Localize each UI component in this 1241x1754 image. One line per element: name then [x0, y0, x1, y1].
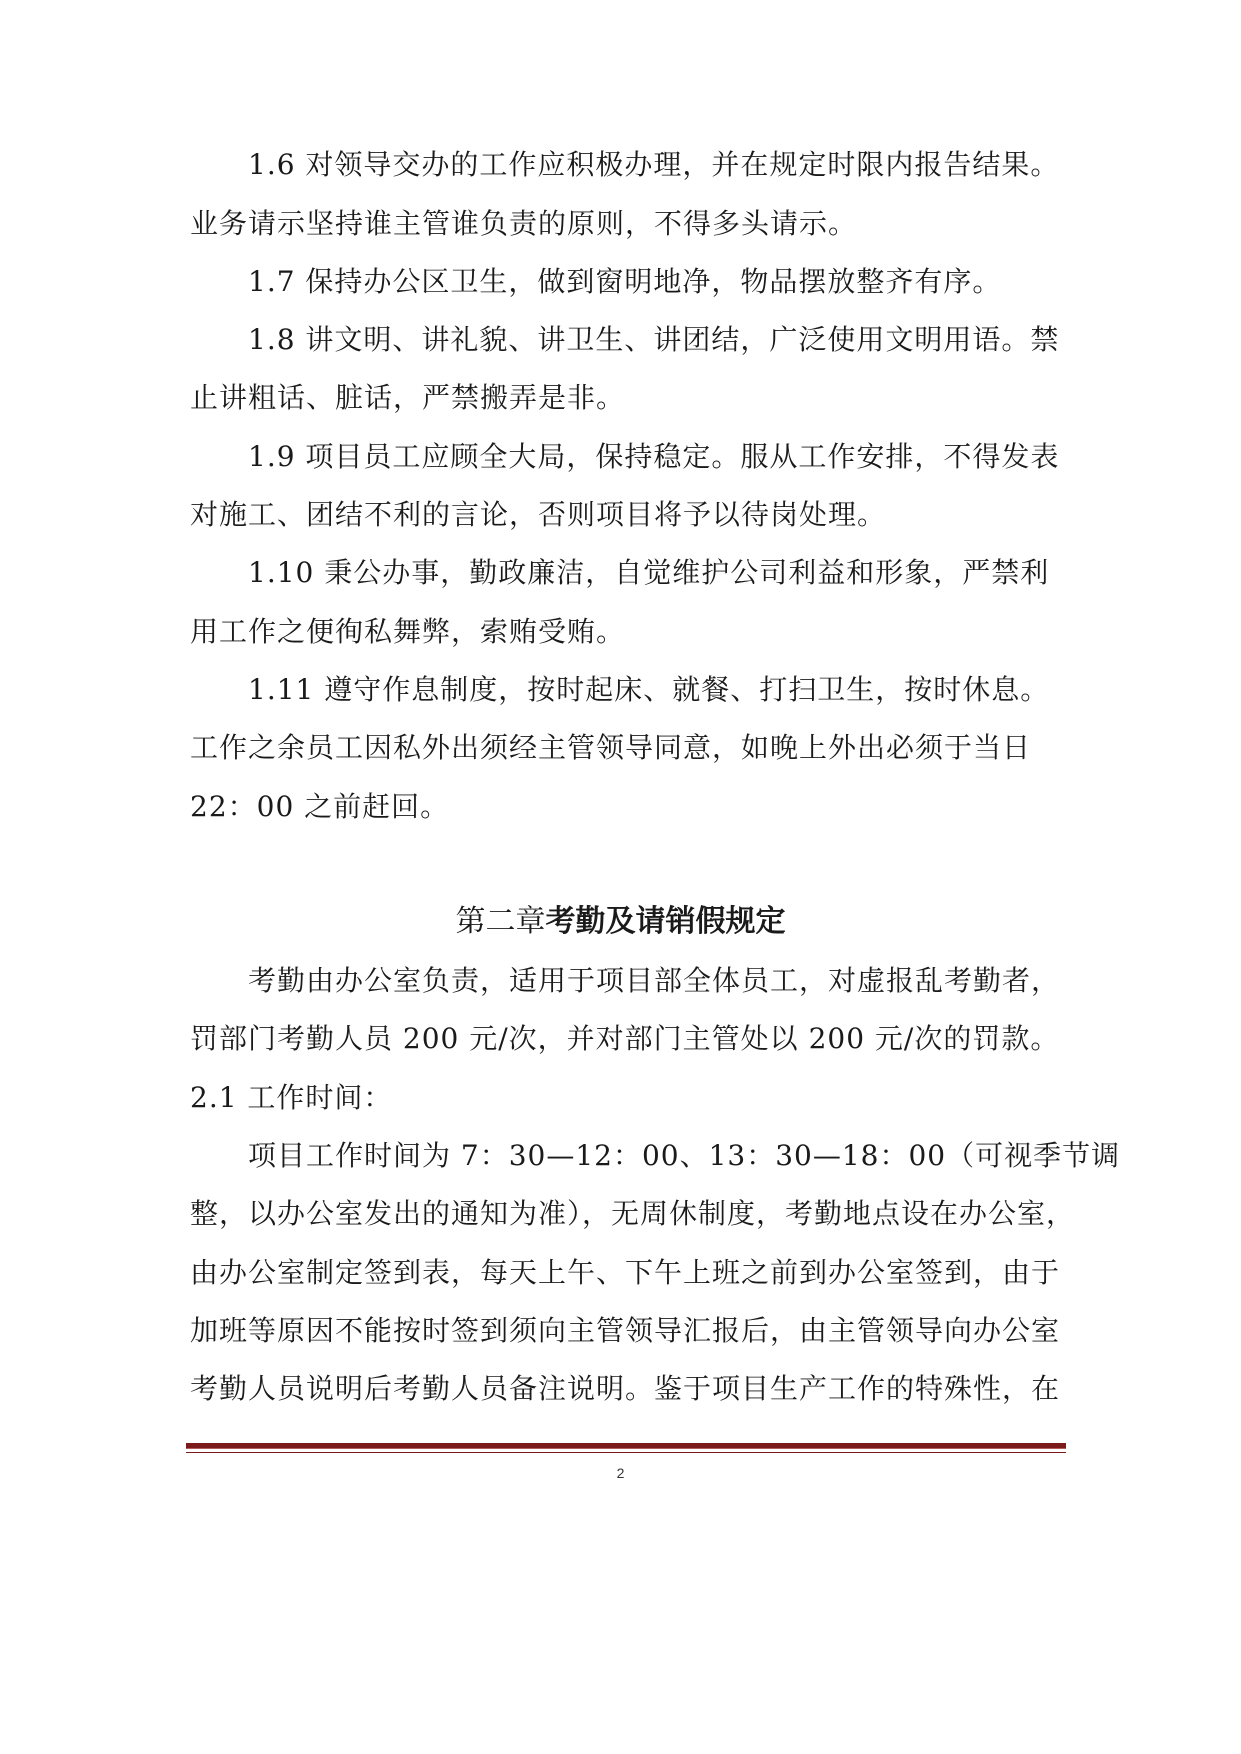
text-line: 1.7 保持办公区卫生，做到窗明地净，物品摆放整齐有序。 — [248, 265, 1002, 298]
text-line: 1.9 项目员工应顾全大局，保持稳定。服从工作安排，不得发表 — [248, 440, 1060, 473]
footer-divider-thin — [186, 1452, 1066, 1453]
chapter-prefix: 第二章 — [455, 904, 546, 939]
chapter-title: 考勤及请销假规定 — [545, 904, 786, 939]
text-line: 整，以办公室发出的通知为准），无周休制度，考勤地点设在办公室， — [190, 1197, 1076, 1230]
text-line: 用工作之便徇私舞弊，索贿受贿。 — [190, 615, 626, 648]
text-line: 22：00 之前赶回。 — [190, 790, 450, 823]
chapter-heading — [0, 900, 1241, 944]
text-line: 止讲粗话、脏话，严禁搬弄是非。 — [190, 381, 626, 414]
text-line: 项目工作时间为 7：30—12：00、13：30—18：00（可视季节调 — [248, 1139, 1121, 1172]
text-line: 工作之余员工因私外出须经主管领导同意，如晚上外出必须于当日 — [190, 731, 1032, 764]
text-line: 1.11 遵守作息制度，按时起床、就餐、打扫卫生，按时休息。 — [248, 673, 1050, 706]
text-line: 考勤由办公室负责，适用于项目部全体员工，对虚报乱考勤者， — [248, 964, 1061, 997]
text-line: 1.6 对领导交办的工作应积极办理，并在规定时限内报告结果。 — [248, 148, 1060, 181]
text-line: 罚部门考勤人员 200 元/次，并对部门主管处以 200 元/次的罚款。 — [190, 1022, 1060, 1055]
text-line: 对施工、团结不利的言论，否则项目将予以待岗处理。 — [190, 498, 887, 531]
text-line: 1.10 秉公办事，勤政廉洁，自觉维护公司利益和形象，严禁利 — [248, 556, 1050, 589]
text-line: 加班等原因不能按时签到须向主管领导汇报后，由主管领导向办公室 — [190, 1314, 1061, 1347]
text-line: 业务请示坚持谁主管谁负责的原则，不得多头请示。 — [190, 207, 858, 240]
text-line: 2.1 工作时间： — [190, 1081, 393, 1114]
text-line: 考勤人员说明后考勤人员备注说明。鉴于项目生产工作的特殊性，在 — [190, 1372, 1061, 1405]
text-line: 1.8 讲文明、讲礼貌、讲卫生、讲团结，广泛使用文明用语。禁 — [248, 323, 1060, 356]
footer-divider — [186, 1443, 1066, 1449]
text-line: 由办公室制定签到表，每天上午、下午上班之前到办公室签到，由于 — [190, 1256, 1061, 1289]
page-number: 2 — [616, 1465, 625, 1481]
